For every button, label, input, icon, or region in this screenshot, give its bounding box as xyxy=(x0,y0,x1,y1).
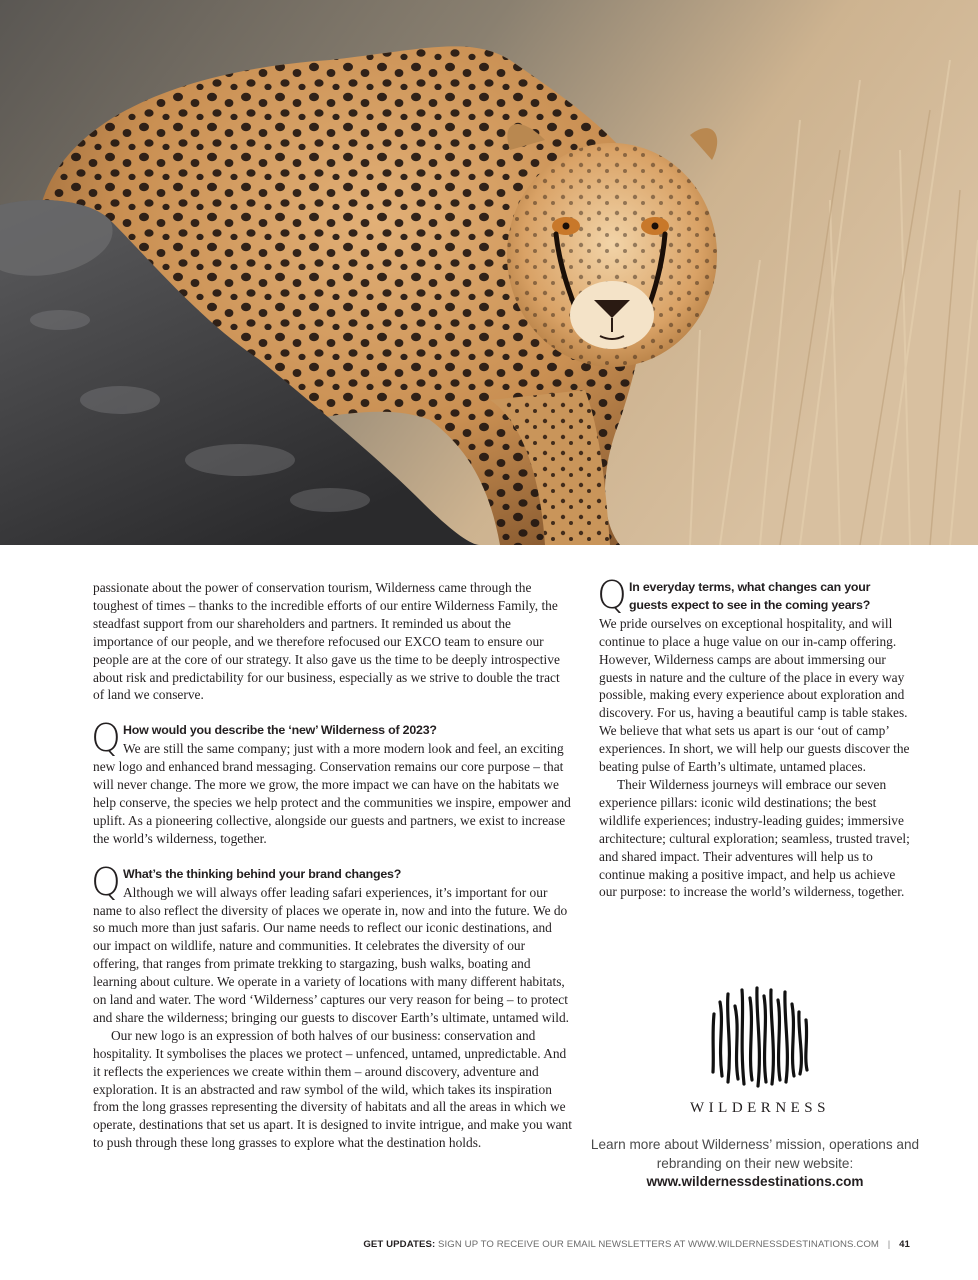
cheetah-photo xyxy=(0,0,978,545)
footer-separator: | xyxy=(887,1239,891,1250)
grass-logo-icon xyxy=(700,984,820,1088)
answer-paragraph: We pride ourselves on exceptional hospitality, and will continue to place a huge value on our in-camp offering. However, Wilderness camps are about immersing our guests in nature and the culture of the place in every way possible, making every experience about exploration and discovery. For us, having a beautiful camp is table stakes. We believe that what sets us apart is our ‘out of camp’ experiences. In short, we will help our guests discover the beating pulse of Earth’s ultimate, untamed places. xyxy=(599,615,910,775)
page-footer xyxy=(363,1239,910,1250)
answer-paragraph-2: Our new logo is an expression of both halves of our business: conservation and hospitality. It symbolises the places we protect – unfenced, untamed, unpredictable. And it reflects the experiences we create within them – around discovery, adventure and exploration. It is an abstracted and raw symbol of the wild, which takes its inspiration from the long grasses representing the diversity of habitats and all the areas in which we operate, destinations that set us apart. It is designed to invite intrigue, and make you want to push through these long grasses to explore what the destination holds. xyxy=(93,1027,572,1151)
footer-text[interactable]: SIGN UP TO RECEIVE OUR EMAIL NEWSLETTERS AT WWW.WILDERNESSDESTINATIONS.COM xyxy=(438,1239,879,1250)
hero-photo xyxy=(0,0,978,545)
answer-paragraph-2: Their Wilderness journeys will embrace our seven experience pillars: iconic wild destinations; the best wildlife experiences; industry-leading guides; immersive architecture; cultural exploration; seamless, trusted travel; and shared impact. Their adventures will help us to continue making a positive impact, and help us achieve our purpose: to increase the world’s wilderness, together. xyxy=(599,776,910,900)
intro-paragraph: passionate about the power of conservation tourism, Wilderness came through the toughest of times – thanks to the incredible efforts of our entire Wilderness Family, the steadfast support from our shareholders and partners. It reminded us about the importance of our people, and we therefore refocused our EXCO team to ensure our people are at the core of our strategy. It also gave us the time to be deeply introspective about risk and predictability for our business, especially as we strive to double the tract of land we conserve. xyxy=(93,580,560,703)
answer-paragraph: We are still the same company; just with a more modern look and feel, an exciting new logo and enhanced brand messaging. Conservation remains our core purpose – that will never change. The more we grow, the more impact we can have on the habitats we help conserve, the species we help protect and the communities we inspire, empower and uplift. As a pioneering collective, alongside our guests and partners, we exist to increase the world’s wilderness, together. xyxy=(93,741,571,846)
right-column xyxy=(597,573,911,901)
question-block-3 xyxy=(597,573,911,901)
question-heading: What’s the thinking behind your brand changes? xyxy=(123,866,402,881)
wilderness-wordmark: WILDERNESS xyxy=(690,1100,830,1116)
question-block-2 xyxy=(91,859,573,1153)
answer-paragraph: Although we will always offer leading safari experiences, it’s important for our name to also reflect the diversity of places we operate in, now and into the future. We do so much more than just safaris. Our name needs to reflect our iconic destinations, and our impact on wildlife, nature and communities. It celebrates the diversity of our offering, that ranges from primate trekking to stargazing, bush walks, boating and learning about culture. We operate in a variety of locations with many different habitats, on land and water. The word ‘Wilderness’ captures our very reason for being – to protect and share the wilderness; bringing our guests to discover Earth’s ultimate, untamed wild. xyxy=(93,884,570,1025)
question-mark-q: Q xyxy=(597,573,627,617)
website-link[interactable]: www.wildernessdestinations.com xyxy=(646,1174,864,1189)
footer-label: GET UPDATES: xyxy=(363,1239,436,1250)
left-column xyxy=(93,579,573,1152)
question-heading: How would you describe the ‘new’ Wilderness of 2023? xyxy=(123,723,437,738)
question-mark-q: Q xyxy=(91,859,121,904)
question-mark-q: Q xyxy=(91,716,121,761)
wilderness-logo-mark xyxy=(700,984,820,1088)
learn-more-line: Learn more about Wilderness’ mission, operations and rebranding on their new website: xyxy=(590,1137,920,1171)
page-number: 41 xyxy=(899,1239,910,1250)
question-heading: In everyday terms, what changes can your guests expect to see in the coming years? xyxy=(629,580,871,612)
learn-more-text xyxy=(590,1136,920,1192)
question-block-1 xyxy=(91,716,573,847)
